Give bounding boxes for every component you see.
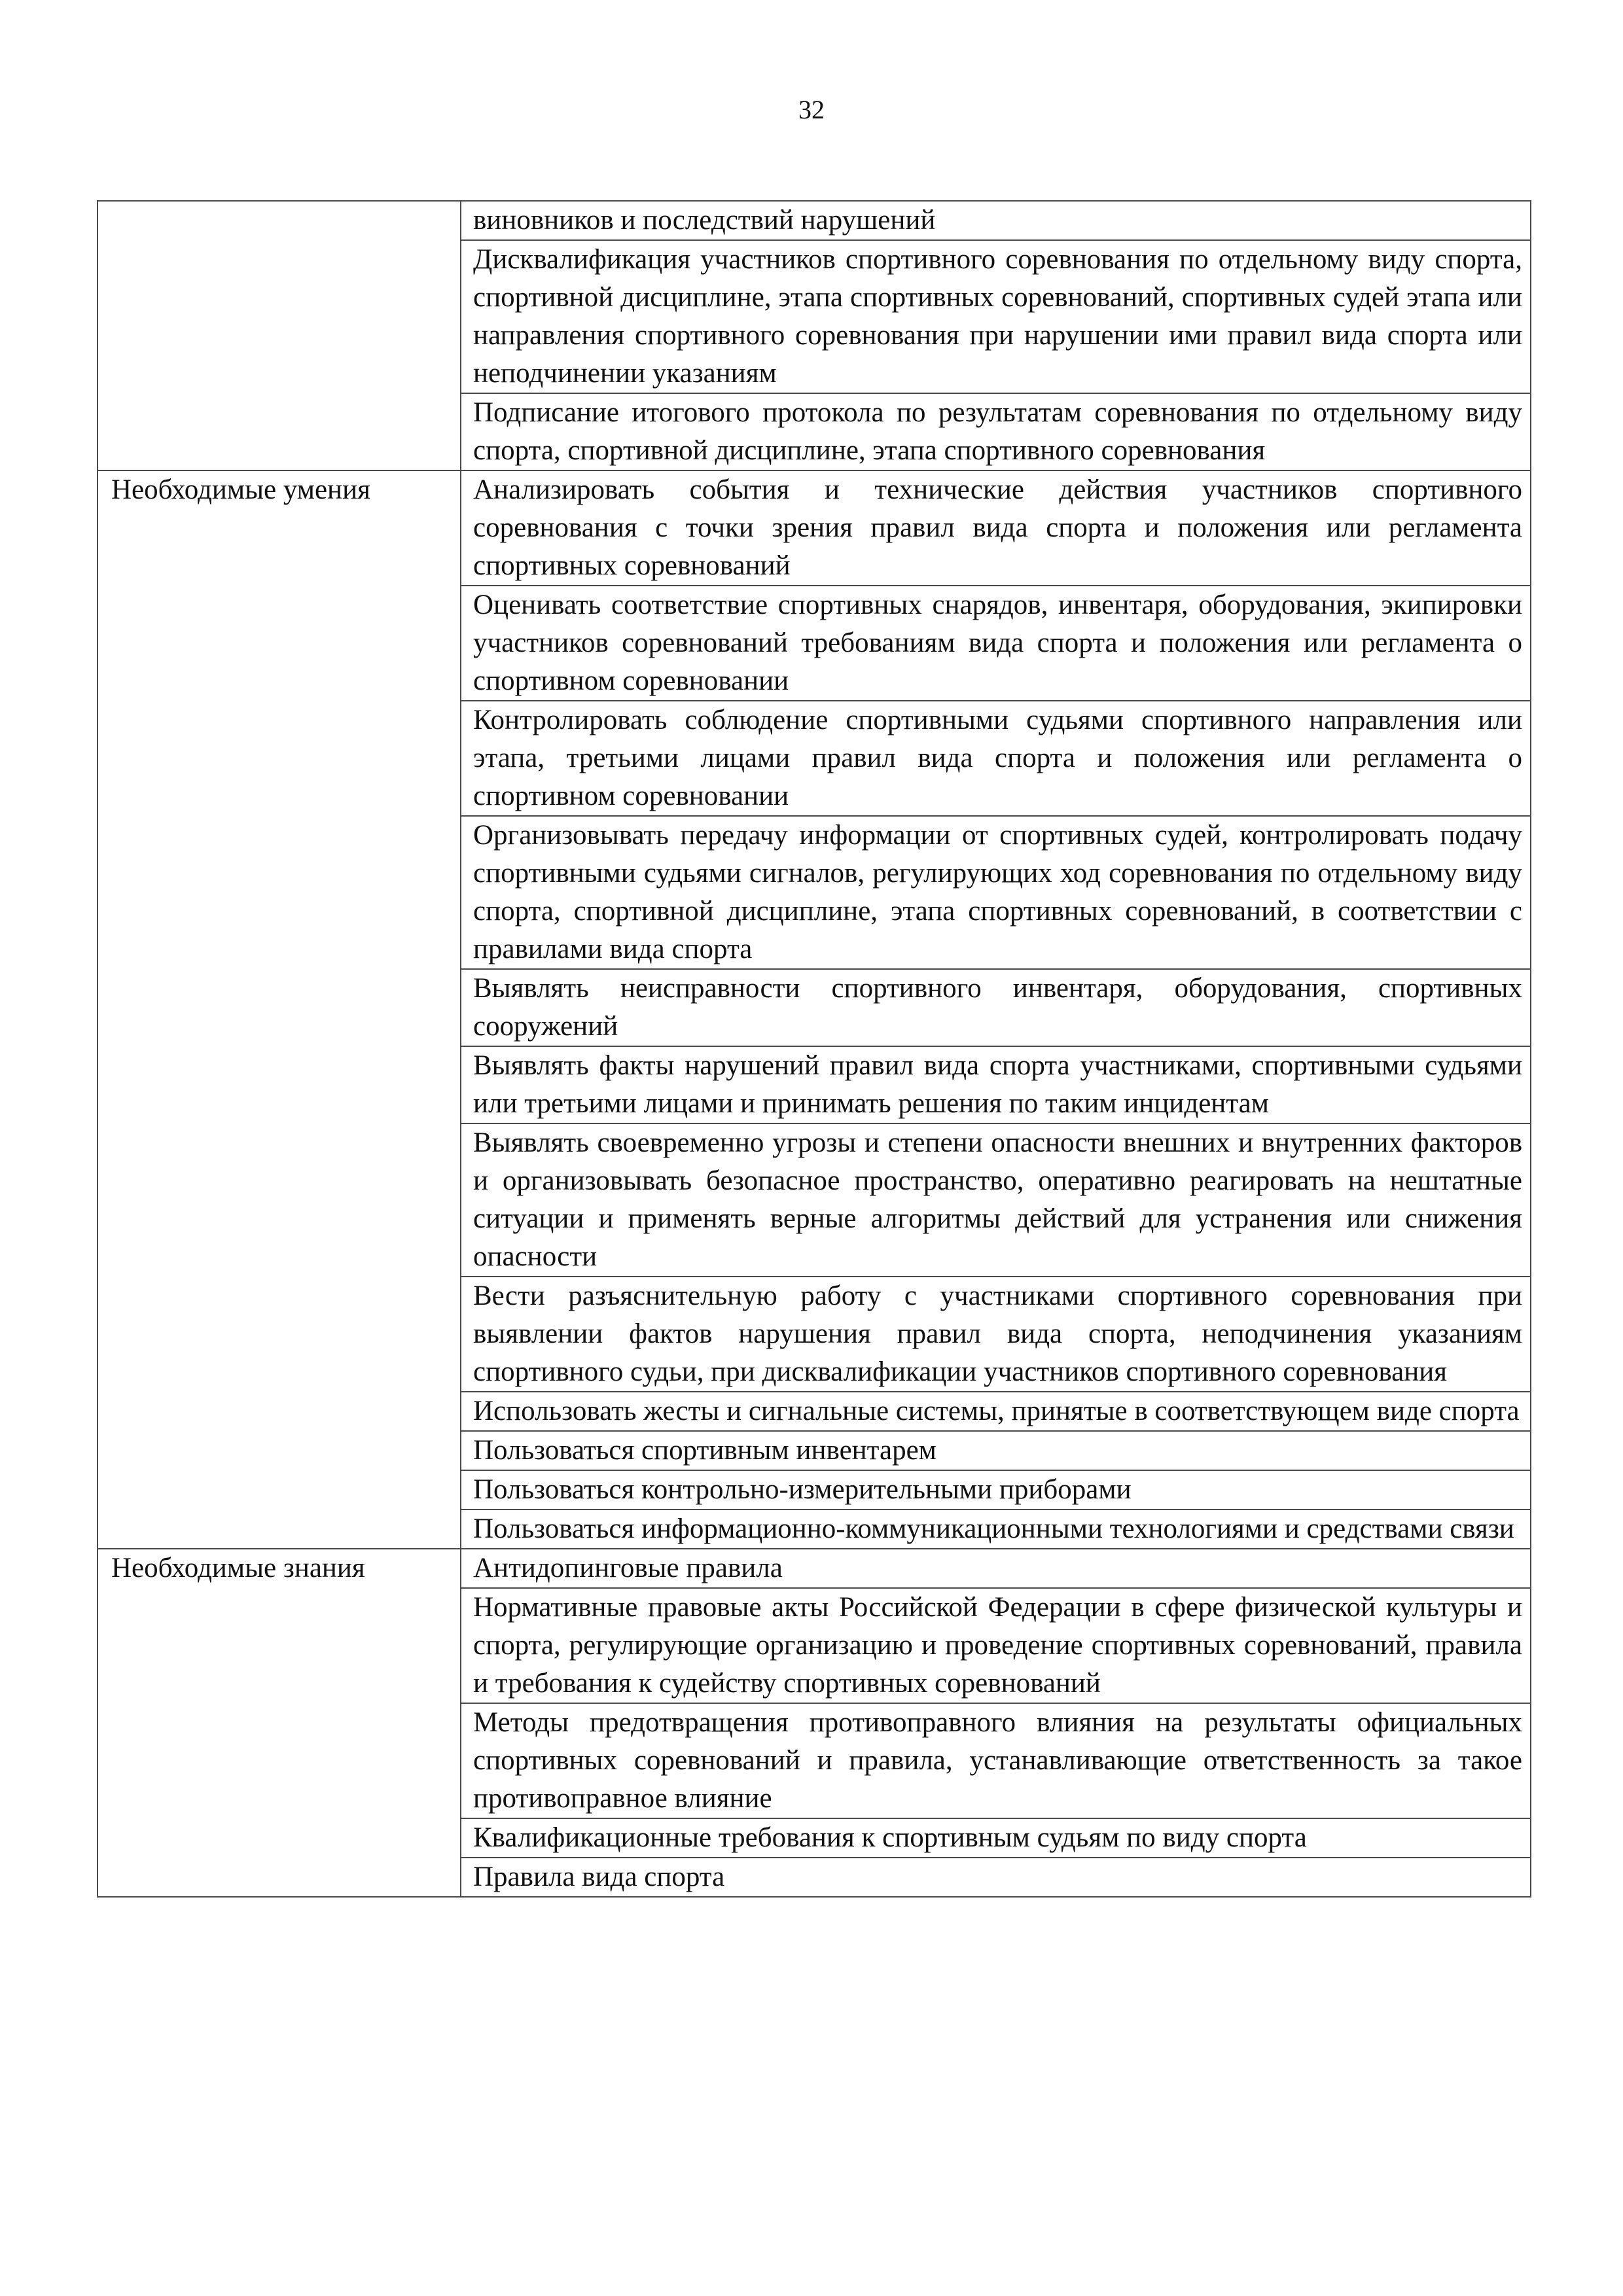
item-cell: Антидопинговые правила xyxy=(461,1549,1531,1588)
item-cell: Методы предотвращения противоправного влияния на результаты официальных спортивных соревнований и правила, устанавливающие ответственность за такое противоправное влияние xyxy=(461,1703,1531,1818)
item-cell: Квалификационные требования к спортивным судьям по виду спорта xyxy=(461,1818,1531,1858)
item-cell: Контролировать соблюдение спортивными судьями спортивного направления или этапа, третьими лицами правил вида спорта и положения или регламента о спортивном соревновании xyxy=(461,701,1531,816)
item-cell: Пользоваться спортивным инвентарем xyxy=(461,1431,1531,1470)
item-cell: Дисквалификация участников спортивного соревнования по отдельному виду спорта, спортивной дисциплине, этапа спортивных соревнований, спортивных судей этапа или направления спортивного соревнования при нарушении ими правил вида спорта или неподчинении указаниям xyxy=(461,240,1531,393)
item-cell: Оценивать соответствие спортивных снарядов, инвентаря, оборудования, экипировки участников соревнований требованиям вида спорта и положения или регламента о спортивном соревновании xyxy=(461,586,1531,701)
item-cell: Нормативные правовые акты Российской Федерации в сфере физической культуры и спорта, регулирующие организацию и проведение спортивных соревнований, правила и требования к судейству спортивных соревнований xyxy=(461,1588,1531,1703)
item-cell: Выявлять неисправности спортивного инвентаря, оборудования, спортивных сооружений xyxy=(461,969,1531,1046)
table-row xyxy=(98,470,1531,586)
item-cell: Правила вида спорта xyxy=(461,1858,1531,1897)
category-cell-knowledge: Необходимые знания xyxy=(98,1549,461,1897)
table-row xyxy=(98,1549,1531,1588)
item-cell: Пользоваться информационно-коммуникационными технологиями и средствами связи xyxy=(461,1510,1531,1549)
item-cell: Выявлять своевременно угрозы и степени опасности внешних и внутренних факторов и организовывать безопасное пространство, оперативно реагировать на нештатные ситуации и применять верные алгоритмы действий для устранения или снижения опасности xyxy=(461,1123,1531,1277)
item-cell: Выявлять факты нарушений правил вида спорта участниками, спортивными судьями или третьими лицами и принимать решения по таким инцидентам xyxy=(461,1046,1531,1123)
item-cell: Организовывать передачу информации от спортивных судей, контролировать подачу спортивными судьями сигналов, регулирующих ход соревнования по отдельному виду спорта, спортивной дисциплине, этапа спортивных соревнований, в соответствии с правилами вида спорта xyxy=(461,816,1531,969)
item-cell: Подписание итогового протокола по результатам соревнования по отдельному виду спорта, спортивной дисциплине, этапа спортивного соревнования xyxy=(461,393,1531,470)
competencies-table xyxy=(97,200,1531,1898)
category-cell-skills: Необходимые умения xyxy=(98,470,461,1549)
page-number: 32 xyxy=(798,95,825,124)
item-cell: виновников и последствий нарушений xyxy=(461,201,1531,240)
item-cell: Пользоваться контрольно-измерительными приборами xyxy=(461,1470,1531,1510)
item-cell: Использовать жесты и сигнальные системы, принятые в соответствующем виде спорта xyxy=(461,1392,1531,1431)
item-cell: Анализировать события и технические действия участников спортивного соревнования с точки зрения правил вида спорта и положения или регламента спортивных соревнований xyxy=(461,470,1531,586)
item-cell: Вести разъяснительную работу с участниками спортивного соревнования при выявлении фактов нарушения правил вида спорта, неподчинения указаниям спортивного судьи, при дисквалификации участников спортивного соревнования xyxy=(461,1277,1531,1392)
table-row xyxy=(98,201,1531,240)
category-cell xyxy=(98,201,461,470)
